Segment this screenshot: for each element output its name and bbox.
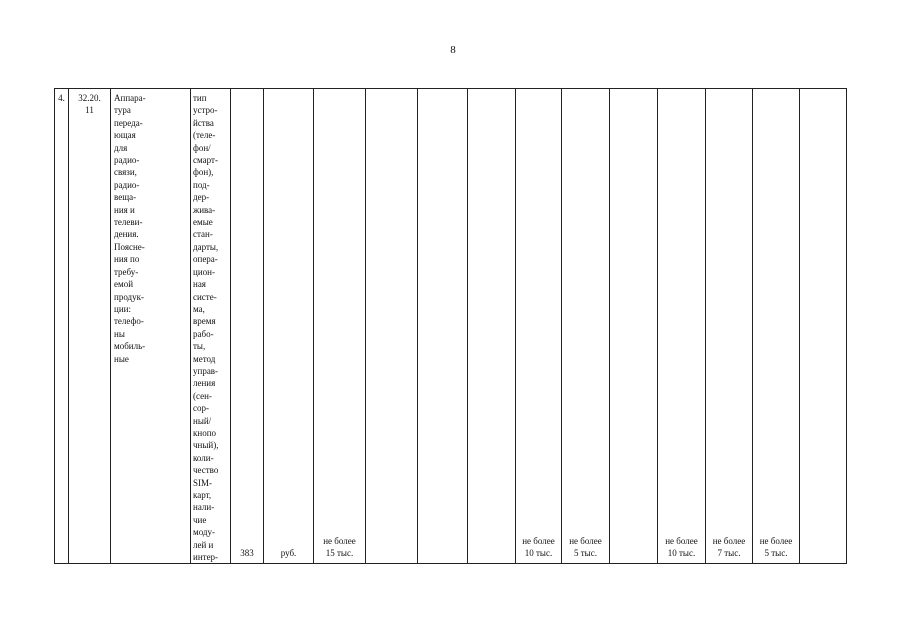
characteristic-line: смарт- <box>193 155 218 166</box>
value-cell <box>366 89 418 564</box>
product-name-line: радио- <box>114 179 140 190</box>
value-cell <box>658 89 706 564</box>
okei-code-cell <box>231 89 264 564</box>
product-name-cell <box>111 89 191 564</box>
okpd-code <box>69 92 110 117</box>
characteristic-line: емые <box>193 217 213 228</box>
characteristic-line: жива- <box>193 204 216 215</box>
value-line: не более <box>522 535 555 546</box>
characteristic-line: под- <box>193 179 210 190</box>
product-name-line: радио- <box>114 155 140 166</box>
characteristic-line: йства <box>193 117 214 128</box>
value-cell <box>610 89 658 564</box>
value-text <box>314 535 365 560</box>
product-name-line: переда- <box>114 117 143 128</box>
characteristic-line: дер- <box>193 192 210 203</box>
okpd-code-cell <box>69 89 111 564</box>
unit-name: руб. <box>280 548 297 559</box>
characteristic-line: кнопо <box>193 427 217 438</box>
characteristic-line: цион- <box>193 266 215 277</box>
characteristic-line: SIM- <box>193 477 213 488</box>
okei-code: 383 <box>240 548 254 559</box>
value-cell <box>468 89 516 564</box>
product-name-line: дения. <box>114 229 139 240</box>
product-name-line: мобиль- <box>114 341 146 352</box>
characteristic-line: ная <box>193 279 206 290</box>
characteristic-line: метод <box>193 353 216 364</box>
characteristic-line: (сен- <box>193 390 212 401</box>
characteristic-line: ты, <box>193 341 206 352</box>
characteristic-line: сор- <box>193 403 209 414</box>
value-text <box>753 535 799 560</box>
product-name-line: телеви- <box>114 217 143 228</box>
product-name-line: для <box>114 142 128 153</box>
value-cell <box>706 89 753 564</box>
product-name-line: продук- <box>114 291 145 302</box>
characteristic-line: нали- <box>193 502 215 513</box>
characteristic-cell <box>191 89 231 564</box>
characteristic-line: опера- <box>193 254 218 265</box>
value-line: не более <box>759 535 793 546</box>
value-line: не более <box>665 535 698 546</box>
value-cell <box>516 89 562 564</box>
characteristic-line: дарты, <box>193 241 219 252</box>
characteristic-line: фон), <box>193 167 214 178</box>
characteristic-line: карт, <box>193 490 212 500</box>
characteristic-line: лей и <box>193 539 214 550</box>
characteristic-line: систе- <box>193 291 217 302</box>
value-line: 7 тыс. <box>717 548 741 559</box>
product-name-line: требу- <box>114 266 139 277</box>
characteristic-line: ления <box>193 378 216 389</box>
characteristic-line: чие <box>193 514 207 525</box>
characteristic-line: чество <box>193 465 219 476</box>
characteristic-line: ный/ <box>193 415 212 426</box>
characteristic-line: моду- <box>193 527 216 538</box>
value-cell <box>800 89 847 564</box>
characteristic-line: тип <box>193 93 207 103</box>
value-line: не более <box>569 535 602 546</box>
product-name-line: ции: <box>114 303 131 314</box>
product-name-line: ны <box>114 328 125 339</box>
characteristic-line: время <box>193 316 216 327</box>
characteristic-name <box>193 92 230 563</box>
value-line: 15 тыс. <box>325 548 354 559</box>
product-name-line: Поясне- <box>114 241 145 252</box>
characteristic-line: стан- <box>193 229 213 240</box>
value-line: 10 тыс. <box>667 548 696 559</box>
okpd-code-line: 32.20. <box>78 93 101 103</box>
value-line: 5 тыс. <box>574 548 597 559</box>
characteristic-line: чный), <box>193 440 219 451</box>
characteristic-line: (теле- <box>193 130 216 141</box>
product-name-line: ющая <box>114 130 136 141</box>
product-name-line: ные <box>114 353 129 364</box>
characteristic-line: рабо- <box>193 328 214 339</box>
unit-cell <box>264 89 314 564</box>
product-name-line: тура <box>114 105 131 116</box>
characteristic-line: коли- <box>193 452 214 463</box>
characteristic-line: устро- <box>193 105 218 116</box>
page-number: 8 <box>450 44 456 56</box>
product-name-line: телефо- <box>114 316 144 327</box>
product-name-line: связи, <box>114 167 137 178</box>
product-name-line: Аппара- <box>114 93 146 103</box>
value-text <box>516 535 561 560</box>
okpd-code-line: 11 <box>85 105 94 116</box>
value-line: не более <box>323 535 356 546</box>
characteristic-line: ма, <box>193 303 205 314</box>
characteristic-line: фон/ <box>193 142 211 153</box>
value-line: 5 тыс. <box>764 548 788 559</box>
product-name-line: емой <box>114 279 134 290</box>
value-cell <box>418 89 468 564</box>
table-row <box>55 89 847 564</box>
characteristic-line: интер- <box>193 552 219 563</box>
value-cell <box>562 89 610 564</box>
value-line: не более <box>712 535 746 546</box>
value-text <box>562 535 609 560</box>
value-text <box>706 535 752 560</box>
value-cell <box>753 89 800 564</box>
row-number-cell <box>55 89 69 564</box>
value-line: 10 тыс. <box>524 548 553 559</box>
product-name <box>114 92 190 365</box>
product-name-line: ния по <box>114 254 140 265</box>
product-name-line: веща- <box>114 192 137 203</box>
characteristic-line: управ- <box>193 365 219 376</box>
value-text <box>658 535 705 560</box>
row-number: 4. <box>58 93 65 103</box>
value-cell <box>314 89 366 564</box>
product-name-line: ния и <box>114 204 135 215</box>
requirements-table <box>54 88 847 564</box>
